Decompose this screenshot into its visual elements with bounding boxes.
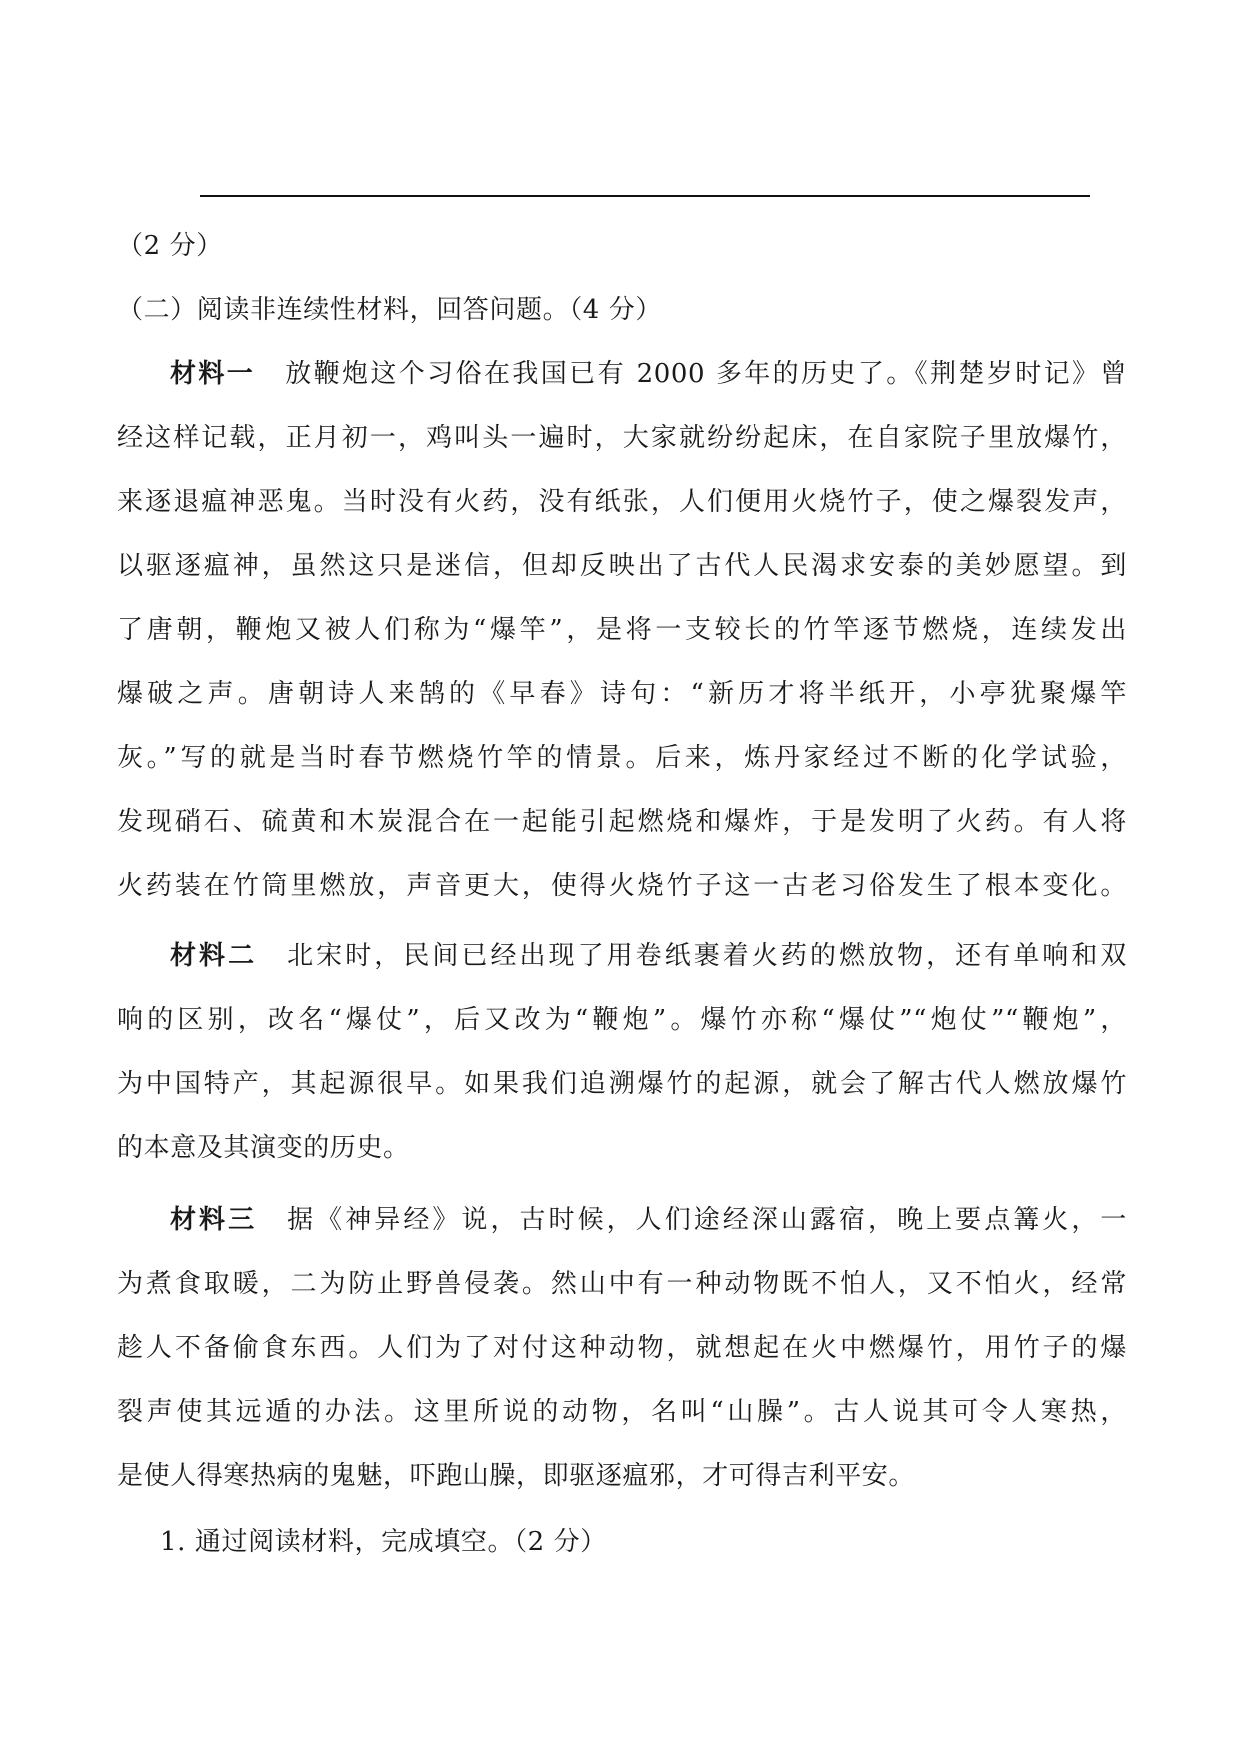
material3-text-1: 据《神异经》说，古时候，人们途经深山露宿，晚上要点篝火，一 [287,1205,1127,1235]
material2-label: 材料二 [170,941,258,971]
material3-line-4: 裂声使其远遁的办法。这里所说的动物，名叫“山臊”。古人说其可令人寒热， [117,1397,1127,1427]
material3-line-5: 是使人得寒热病的鬼魅，吓跑山臊，即驱逐瘟邪，才可得吉利平安。 [117,1461,916,1491]
material1-line-8: 发现硝石、硫黄和木炭混合在一起能引起燃烧和爆炸，于是发明了火药。有人将 [117,807,1127,837]
material1-line-4: 以驱逐瘟神，虽然这只是迷信，但却反映出了古代人民渴求安泰的美妙愿望。到 [117,551,1127,581]
material2-line-4: 的本意及其演变的历史。 [117,1133,410,1163]
section-title: （二）阅读非连续性材料，回答问题。（4 分） [117,295,663,325]
material3-label: 材料三 [170,1205,258,1235]
question-1: 1. 通过阅读材料，完成填空。（2 分） [160,1527,607,1557]
material1-label: 材料一 [170,359,256,389]
material1-line-6: 爆破之声。唐朝诗人来鹄的《早春》诗句：“新历才将半纸开，小亭犹聚爆竿 [117,679,1127,709]
answer-line [200,195,1090,197]
material2-text-1: 北宋时，民间已经出现了用卷纸裹着火药的燃放物，还有单响和双 [287,941,1127,971]
material2-line-1 [170,936,1127,976]
material2-line-3: 为中国特产，其起源很早。如果我们追溯爆竹的起源，就会了解古代人燃放爆竹 [117,1069,1127,1099]
material3-line-2: 为煮食取暖，二为防止野兽侵袭。然山中有一种动物既不怕人，又不怕火，经常 [117,1269,1127,1299]
material1-line-3: 来逐退瘟神恶鬼。当时没有火药，没有纸张，人们便用火烧竹子，使之爆裂发声， [117,487,1127,517]
material3-line-1 [170,1200,1127,1240]
score-note: （2 分） [117,231,223,261]
material1-line-1 [170,354,1127,394]
material1-line-5: 了唐朝，鞭炮又被人们称为“爆竿”，是将一支较长的竹竿逐节燃烧，连续发出 [117,615,1127,645]
material1-text-1: 放鞭炮这个习俗在我国已有 2000 多年的历史了。《荆楚岁时记》曾 [285,359,1127,389]
material1-line-2: 经这样记载，正月初一，鸡叫头一遍时，大家就纷纷起床，在自家院子里放爆竹， [117,423,1127,453]
material2-line-2: 响的区别，改名“爆仗”，后又改为“鞭炮”。爆竹亦称“爆仗”“炮仗”“鞭炮”， [117,1005,1127,1035]
material1-line-9: 火药装在竹筒里燃放，声音更大，使得火烧竹子这一古老习俗发生了根本变化。 [117,871,1127,901]
material3-line-3: 趁人不备偷食东西。人们为了对付这种动物，就想起在火中燃爆竹，用竹子的爆 [117,1333,1127,1363]
material1-line-7: 灰。”写的就是当时春节燃烧竹竿的情景。后来，炼丹家经过不断的化学试验， [117,743,1127,773]
